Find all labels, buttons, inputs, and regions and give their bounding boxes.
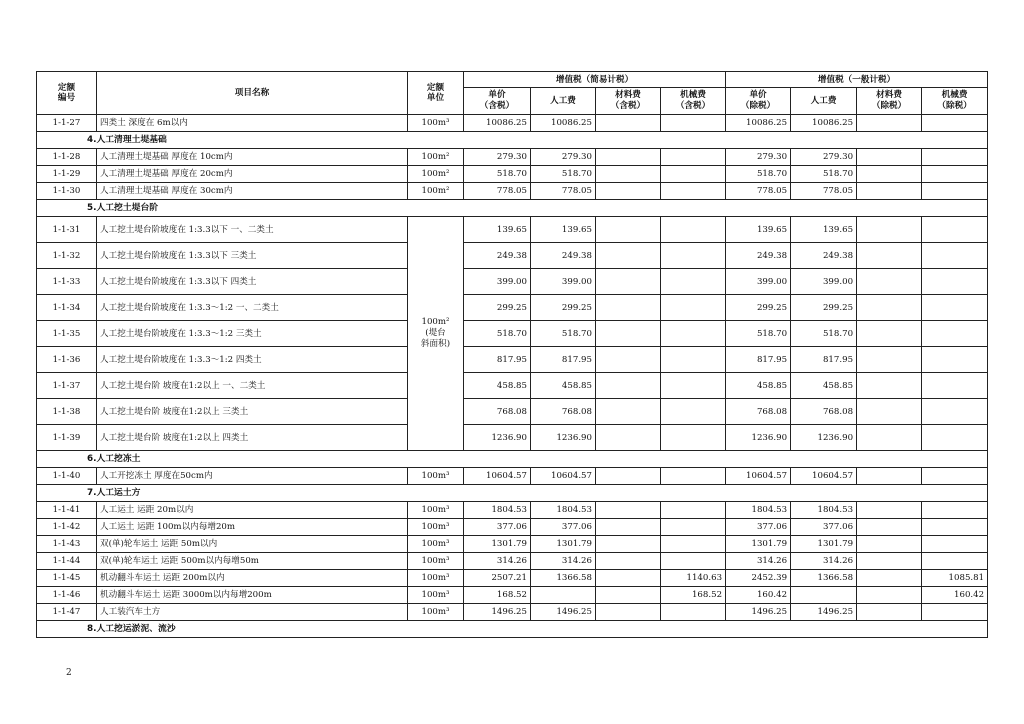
simple-unit-price-cell: 377.06	[464, 519, 531, 536]
general-machine-cell	[922, 468, 988, 485]
simple-unit-price-cell: 768.08	[464, 399, 531, 425]
simple-labor-cell: 1804.53	[531, 502, 596, 519]
quota-code: 1-1-40	[37, 468, 97, 485]
table-row	[37, 217, 988, 243]
general-machine-cell	[922, 536, 988, 553]
section-row	[37, 621, 988, 638]
section-title-4: 4.人工清理土堤基础	[37, 132, 988, 149]
simple-labor-cell: 314.26	[531, 553, 596, 570]
simple-machine-cell	[661, 321, 726, 347]
simple-unit-price-cell: 1496.25	[464, 604, 531, 621]
item-name: 人工清理土堤基础 厚度在 20cm内	[97, 166, 408, 183]
general-machine-cell	[922, 183, 988, 200]
quota-code: 1-1-27	[37, 115, 97, 132]
header-simple-machine: 机械费 （含税）	[661, 88, 726, 115]
general-unit-price-cell: 2452.39	[726, 570, 791, 587]
general-labor-cell: 1366.58	[791, 570, 857, 587]
general-machine-cell: 160.42	[922, 587, 988, 604]
simple-unit-price-cell: 778.05	[464, 183, 531, 200]
simple-labor-cell: 1301.79	[531, 536, 596, 553]
general-unit-price-cell: 249.38	[726, 243, 791, 269]
quota-unit: 100m²	[408, 149, 464, 166]
table-row	[37, 373, 988, 399]
general-machine-cell	[922, 115, 988, 132]
table-row	[37, 115, 988, 132]
simple-labor-cell: 518.70	[531, 166, 596, 183]
simple-machine-cell: 1140.63	[661, 570, 726, 587]
simple-labor-cell: 279.30	[531, 149, 596, 166]
simple-material-cell	[596, 269, 661, 295]
simple-material-cell	[596, 347, 661, 373]
section-title-7: 7.人工运土方	[37, 485, 988, 502]
general-machine-cell	[922, 373, 988, 399]
general-unit-price-cell: 1236.90	[726, 425, 791, 451]
simple-unit-price-cell: 817.95	[464, 347, 531, 373]
general-machine-cell	[922, 269, 988, 295]
item-name: 人工挖土堤台阶坡度在 1:3.3以下 一、二类土	[97, 217, 408, 243]
simple-machine-cell	[661, 183, 726, 200]
table-body	[37, 115, 988, 638]
general-material-cell	[857, 347, 922, 373]
simple-labor-cell: 399.00	[531, 269, 596, 295]
table-row	[37, 502, 988, 519]
quota-code: 1-1-37	[37, 373, 97, 399]
simple-labor-cell: 518.70	[531, 321, 596, 347]
table-row	[37, 269, 988, 295]
general-machine-cell	[922, 295, 988, 321]
general-unit-price-cell: 518.70	[726, 166, 791, 183]
general-labor-cell: 778.05	[791, 183, 857, 200]
item-name: 机动翻斗车运土 运距 200m以内	[97, 570, 408, 587]
simple-labor-cell: 299.25	[531, 295, 596, 321]
general-machine-cell	[922, 399, 988, 425]
table-row	[37, 295, 988, 321]
general-labor-cell: 10086.25	[791, 115, 857, 132]
simple-material-cell	[596, 587, 661, 604]
simple-material-cell	[596, 166, 661, 183]
section-row	[37, 485, 988, 502]
section-row	[37, 200, 988, 217]
quota-unit: 100m³	[408, 502, 464, 519]
general-unit-price-cell: 518.70	[726, 321, 791, 347]
simple-material-cell	[596, 149, 661, 166]
simple-machine-cell	[661, 217, 726, 243]
simple-material-cell	[596, 115, 661, 132]
simple-unit-price-cell: 2507.21	[464, 570, 531, 587]
item-name: 四类土 深度在 6m以内	[97, 115, 408, 132]
general-labor-cell: 518.70	[791, 321, 857, 347]
general-material-cell	[857, 425, 922, 451]
item-name: 人工运土 运距 20m以内	[97, 502, 408, 519]
item-name: 人工挖土堤台阶 坡度在1:2以上 一、二类土	[97, 373, 408, 399]
header-group-general-tax: 增值税（一般计税）	[726, 72, 988, 88]
item-name: 人工挖土堤台阶坡度在 1:3.3～1:2 四类土	[97, 347, 408, 373]
table-row	[37, 347, 988, 373]
simple-unit-price-cell: 10604.57	[464, 468, 531, 485]
general-labor-cell: 314.26	[791, 553, 857, 570]
quota-code: 1-1-38	[37, 399, 97, 425]
general-material-cell	[857, 519, 922, 536]
general-material-cell	[857, 217, 922, 243]
quota-code: 1-1-28	[37, 149, 97, 166]
general-machine-cell	[922, 604, 988, 621]
simple-labor-cell: 768.08	[531, 399, 596, 425]
simple-machine-cell	[661, 399, 726, 425]
simple-labor-cell: 1236.90	[531, 425, 596, 451]
simple-material-cell	[596, 519, 661, 536]
item-name: 机动翻斗车运土 运距 3000m以内每增200m	[97, 587, 408, 604]
general-unit-price-cell: 1496.25	[726, 604, 791, 621]
general-unit-price-cell: 458.85	[726, 373, 791, 399]
general-machine-cell: 1085.81	[922, 570, 988, 587]
quota-code: 1-1-46	[37, 587, 97, 604]
table-row	[37, 399, 988, 425]
quota-unit: 100m²	[408, 166, 464, 183]
general-machine-cell	[922, 553, 988, 570]
general-material-cell	[857, 166, 922, 183]
general-machine-cell	[922, 425, 988, 451]
general-material-cell	[857, 399, 922, 425]
general-material-cell	[857, 321, 922, 347]
simple-material-cell	[596, 553, 661, 570]
general-labor-cell: 399.00	[791, 269, 857, 295]
general-material-cell	[857, 553, 922, 570]
general-unit-price-cell: 778.05	[726, 183, 791, 200]
table-row	[37, 536, 988, 553]
quota-code: 1-1-47	[37, 604, 97, 621]
simple-labor-cell: 458.85	[531, 373, 596, 399]
section-title-6: 6.人工挖冻土	[37, 451, 988, 468]
simple-unit-price-cell: 518.70	[464, 321, 531, 347]
simple-unit-price-cell: 1236.90	[464, 425, 531, 451]
item-name: 双(单)轮车运土 运距 500m以内每增50m	[97, 553, 408, 570]
table-row	[37, 243, 988, 269]
simple-material-cell	[596, 295, 661, 321]
general-unit-price-cell: 1804.53	[726, 502, 791, 519]
general-material-cell	[857, 115, 922, 132]
general-unit-price-cell: 1301.79	[726, 536, 791, 553]
simple-machine-cell	[661, 347, 726, 373]
quota-unit: 100m³	[408, 519, 464, 536]
simple-machine-cell	[661, 243, 726, 269]
general-unit-price-cell: 377.06	[726, 519, 791, 536]
header-group-simple-tax: 增值税（简易计税）	[464, 72, 726, 88]
header-code: 定额 编号	[37, 72, 97, 115]
simple-machine-cell	[661, 519, 726, 536]
general-unit-price-cell: 139.65	[726, 217, 791, 243]
general-machine-cell	[922, 502, 988, 519]
quota-code: 1-1-39	[37, 425, 97, 451]
section-title-5: 5.人工挖土堤台阶	[37, 200, 988, 217]
item-name: 人工清理土堤基础 厚度在 10cm内	[97, 149, 408, 166]
simple-machine-cell	[661, 269, 726, 295]
simple-material-cell	[596, 570, 661, 587]
simple-unit-price-cell: 10086.25	[464, 115, 531, 132]
quota-code: 1-1-30	[37, 183, 97, 200]
general-labor-cell: 817.95	[791, 347, 857, 373]
header-general-unit-price: 单价 （除税）	[726, 88, 791, 115]
simple-material-cell	[596, 604, 661, 621]
table-row	[37, 425, 988, 451]
simple-material-cell	[596, 373, 661, 399]
simple-machine-cell	[661, 149, 726, 166]
header-name: 项目名称	[97, 72, 408, 115]
general-labor-cell: 518.70	[791, 166, 857, 183]
simple-machine-cell	[661, 468, 726, 485]
quota-unit: 100m³	[408, 604, 464, 621]
table-row	[37, 570, 988, 587]
general-unit-price-cell: 279.30	[726, 149, 791, 166]
simple-machine-cell	[661, 373, 726, 399]
simple-labor-cell: 377.06	[531, 519, 596, 536]
quota-code: 1-1-44	[37, 553, 97, 570]
item-name: 人工挖土堤台阶坡度在 1:3.3以下 三类土	[97, 243, 408, 269]
general-material-cell	[857, 502, 922, 519]
section-row	[37, 451, 988, 468]
general-material-cell	[857, 183, 922, 200]
table-row	[37, 587, 988, 604]
quota-code: 1-1-29	[37, 166, 97, 183]
general-material-cell	[857, 243, 922, 269]
general-unit-price-cell: 314.26	[726, 553, 791, 570]
item-name: 人工挖土堤台阶坡度在 1:3.3～1:2 三类土	[97, 321, 408, 347]
quota-code: 1-1-36	[37, 347, 97, 373]
simple-machine-cell	[661, 425, 726, 451]
quota-unit: 100m³	[408, 115, 464, 132]
quota-unit: 100m³	[408, 570, 464, 587]
header-simple-unit-price: 单价 （含税）	[464, 88, 531, 115]
simple-unit-price-cell: 458.85	[464, 373, 531, 399]
general-machine-cell	[922, 217, 988, 243]
simple-material-cell	[596, 217, 661, 243]
quota-code: 1-1-45	[37, 570, 97, 587]
simple-labor-cell	[531, 587, 596, 604]
general-labor-cell: 1804.53	[791, 502, 857, 519]
page-number: 2	[66, 668, 72, 678]
general-material-cell	[857, 570, 922, 587]
section-title-8: 8.人工挖运淤泥、流沙	[37, 621, 988, 638]
general-machine-cell	[922, 519, 988, 536]
header-general-material: 材料费 （除税）	[857, 88, 922, 115]
general-unit-price-cell: 399.00	[726, 269, 791, 295]
general-material-cell	[857, 604, 922, 621]
table-row	[37, 183, 988, 200]
general-labor-cell: 249.38	[791, 243, 857, 269]
quota-unit: 100m³	[408, 468, 464, 485]
simple-material-cell	[596, 243, 661, 269]
simple-machine-cell	[661, 502, 726, 519]
general-material-cell	[857, 269, 922, 295]
general-labor-cell: 1496.25	[791, 604, 857, 621]
quota-code: 1-1-42	[37, 519, 97, 536]
general-material-cell	[857, 536, 922, 553]
simple-labor-cell: 778.05	[531, 183, 596, 200]
item-name: 人工清理土堤基础 厚度在 30cm内	[97, 183, 408, 200]
general-unit-price-cell: 299.25	[726, 295, 791, 321]
table-row	[37, 149, 988, 166]
item-name: 人工挖土堤台阶坡度在 1:3.3以下 四类土	[97, 269, 408, 295]
simple-machine-cell	[661, 553, 726, 570]
quota-unit: 100m³	[408, 553, 464, 570]
simple-unit-price-cell: 299.25	[464, 295, 531, 321]
general-unit-price-cell: 10086.25	[726, 115, 791, 132]
quota-code: 1-1-33	[37, 269, 97, 295]
quota-unit: 100m³	[408, 587, 464, 604]
general-unit-price-cell: 817.95	[726, 347, 791, 373]
quota-unit: 100m²	[408, 183, 464, 200]
simple-labor-cell: 817.95	[531, 347, 596, 373]
simple-machine-cell	[661, 604, 726, 621]
quota-code: 1-1-35	[37, 321, 97, 347]
simple-machine-cell	[661, 115, 726, 132]
general-unit-price-cell: 160.42	[726, 587, 791, 604]
simple-unit-price-cell: 399.00	[464, 269, 531, 295]
item-name: 人工挖土堤台阶 坡度在1:2以上 三类土	[97, 399, 408, 425]
header-general-labor: 人工费	[791, 88, 857, 115]
simple-unit-price-cell: 518.70	[464, 166, 531, 183]
general-labor-cell	[791, 587, 857, 604]
item-name: 人工挖土堤台阶坡度在 1:3.3～1:2 一、二类土	[97, 295, 408, 321]
general-machine-cell	[922, 243, 988, 269]
table-row	[37, 553, 988, 570]
item-name: 人工开挖冻土 厚度在50cm内	[97, 468, 408, 485]
simple-unit-price-cell: 1804.53	[464, 502, 531, 519]
general-material-cell	[857, 373, 922, 399]
simple-labor-cell: 139.65	[531, 217, 596, 243]
item-name: 人工运土 运距 100m以内每增20m	[97, 519, 408, 536]
item-name: 双(单)轮车运土 运距 50m以内	[97, 536, 408, 553]
general-material-cell	[857, 468, 922, 485]
simple-labor-cell: 1366.58	[531, 570, 596, 587]
simple-unit-price-cell: 314.26	[464, 553, 531, 570]
simple-labor-cell: 10086.25	[531, 115, 596, 132]
simple-machine-cell: 168.52	[661, 587, 726, 604]
item-name: 人工挖土堤台阶 坡度在1:2以上 四类土	[97, 425, 408, 451]
header-simple-material: 材料费 （含税）	[596, 88, 661, 115]
simple-material-cell	[596, 536, 661, 553]
simple-labor-cell: 10604.57	[531, 468, 596, 485]
general-unit-price-cell: 768.08	[726, 399, 791, 425]
general-material-cell	[857, 295, 922, 321]
simple-material-cell	[596, 321, 661, 347]
general-labor-cell: 377.06	[791, 519, 857, 536]
simple-machine-cell	[661, 166, 726, 183]
table-row	[37, 321, 988, 347]
simple-material-cell	[596, 425, 661, 451]
general-labor-cell: 139.65	[791, 217, 857, 243]
header-unit: 定额 单位	[408, 72, 464, 115]
general-machine-cell	[922, 166, 988, 183]
simple-material-cell	[596, 399, 661, 425]
general-labor-cell: 768.08	[791, 399, 857, 425]
general-machine-cell	[922, 321, 988, 347]
simple-material-cell	[596, 502, 661, 519]
simple-material-cell	[596, 183, 661, 200]
general-labor-cell: 10604.57	[791, 468, 857, 485]
general-labor-cell: 279.30	[791, 149, 857, 166]
simple-unit-price-cell: 1301.79	[464, 536, 531, 553]
section-row	[37, 132, 988, 149]
general-material-cell	[857, 149, 922, 166]
quota-unit: 100m³	[408, 536, 464, 553]
simple-unit-price-cell: 168.52	[464, 587, 531, 604]
table-header	[37, 72, 988, 115]
simple-labor-cell: 1496.25	[531, 604, 596, 621]
general-material-cell	[857, 587, 922, 604]
table-row	[37, 166, 988, 183]
quota-table	[36, 71, 988, 638]
item-name: 人工装汽车土方	[97, 604, 408, 621]
header-simple-labor: 人工费	[531, 88, 596, 115]
general-machine-cell	[922, 149, 988, 166]
quota-code: 1-1-34	[37, 295, 97, 321]
simple-machine-cell	[661, 536, 726, 553]
quota-code: 1-1-32	[37, 243, 97, 269]
general-unit-price-cell: 10604.57	[726, 468, 791, 485]
header-general-machine: 机械费 （除税）	[922, 88, 988, 115]
quota-unit-merged: 100m² (堤台 斜面积)	[408, 217, 464, 451]
simple-material-cell	[596, 468, 661, 485]
general-labor-cell: 1236.90	[791, 425, 857, 451]
simple-machine-cell	[661, 295, 726, 321]
general-machine-cell	[922, 347, 988, 373]
quota-code: 1-1-43	[37, 536, 97, 553]
general-labor-cell: 458.85	[791, 373, 857, 399]
general-labor-cell: 299.25	[791, 295, 857, 321]
simple-unit-price-cell: 139.65	[464, 217, 531, 243]
table-row	[37, 468, 988, 485]
table-row	[37, 604, 988, 621]
general-labor-cell: 1301.79	[791, 536, 857, 553]
simple-unit-price-cell: 279.30	[464, 149, 531, 166]
quota-code: 1-1-31	[37, 217, 97, 243]
simple-unit-price-cell: 249.38	[464, 243, 531, 269]
table-row	[37, 519, 988, 536]
quota-code: 1-1-41	[37, 502, 97, 519]
simple-labor-cell: 249.38	[531, 243, 596, 269]
